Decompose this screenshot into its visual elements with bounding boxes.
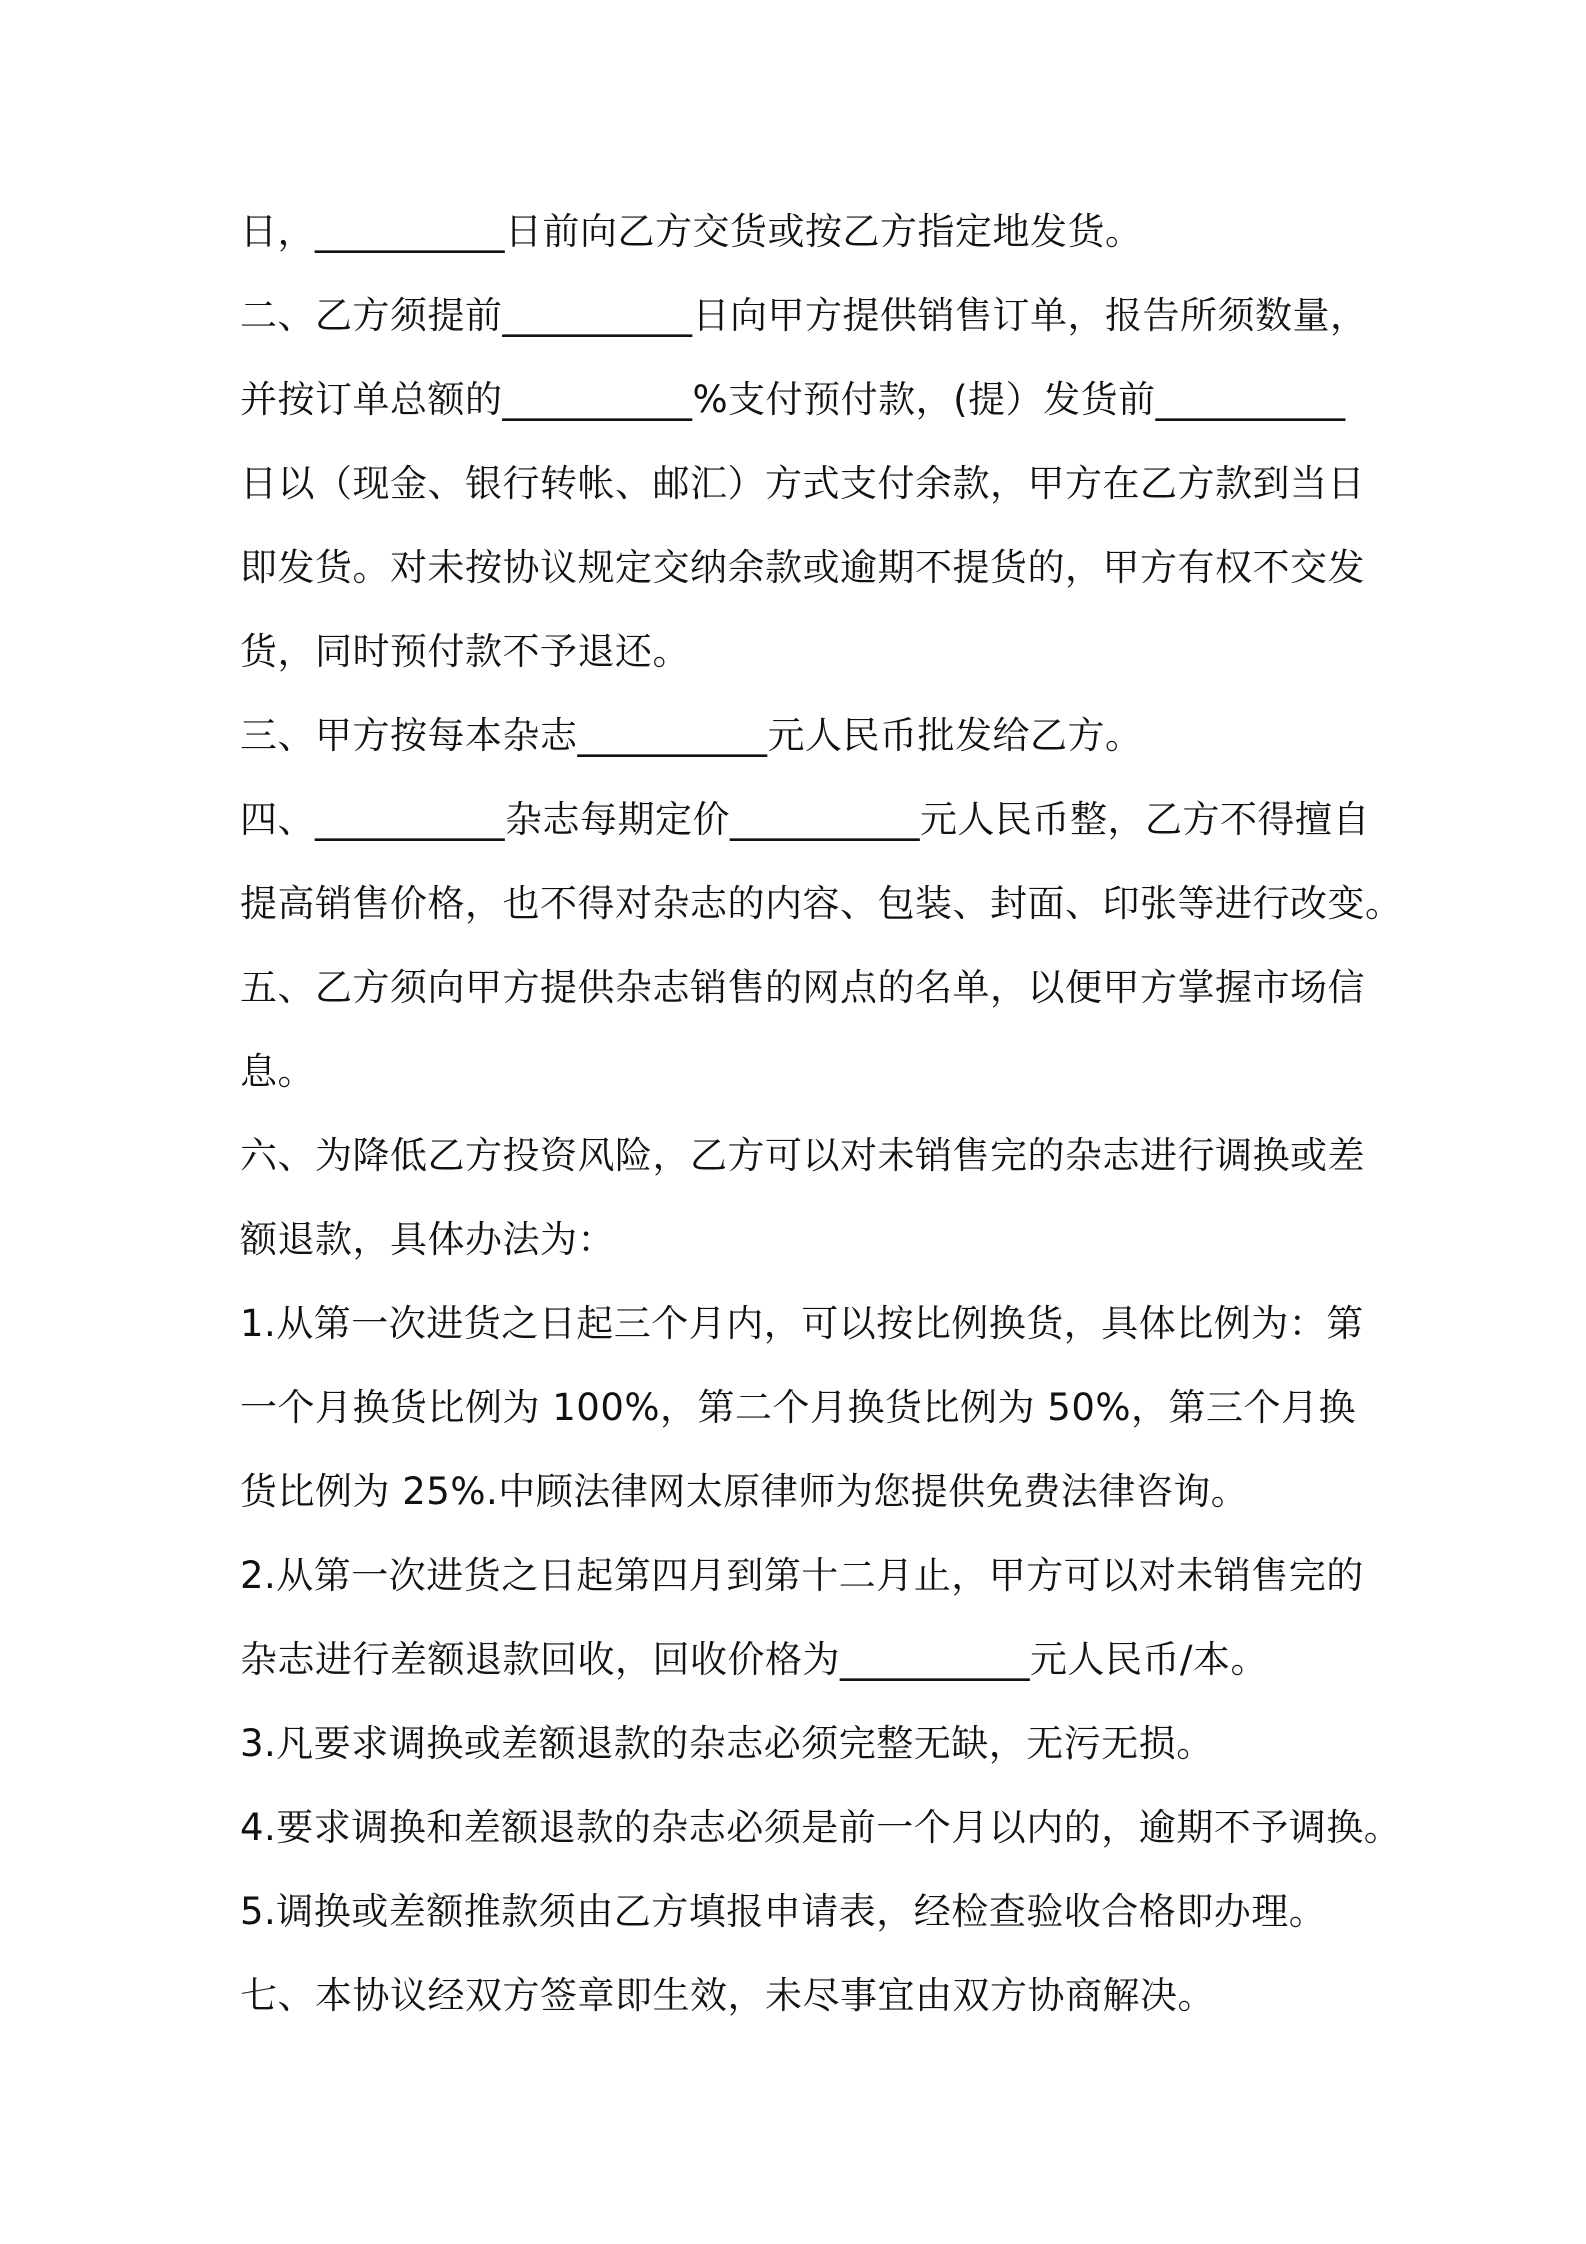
text-line: 息。 xyxy=(240,1050,315,1093)
text-line: 提高销售价格，也不得对杂志的内容、包装、封面、印张等进行改变。 xyxy=(240,882,1403,925)
text-line: 五、乙方须向甲方提供杂志销售的网点的名单，以便甲方掌握市场信 xyxy=(240,966,1365,1009)
text-line: 即发货。对未按协议规定交纳余款或逾期不提货的，甲方有权不交发 xyxy=(240,546,1365,589)
text-line: 日，__________日前向乙方交货或按乙方指定地发货。 xyxy=(240,210,1143,253)
text-line: 3.凡要求调换或差额退款的杂志必须完整无缺，无污无损。 xyxy=(240,1722,1214,1765)
text-line: 1.从第一次进货之日起三个月内，可以按比例换货，具体比例为：第 xyxy=(240,1302,1364,1345)
text-line: 四、__________杂志每期定价__________元人民币整，乙方不得擅自 xyxy=(240,798,1370,841)
text-line: 杂志进行差额退款回收，回收价格为__________元人民币/本。 xyxy=(240,1638,1268,1681)
text-line: 4.要求调换和差额退款的杂志必须是前一个月以内的，逾期不予调换。 xyxy=(240,1806,1402,1849)
text-line: 一个月换货比例为 100%，第二个月换货比例为 50%，第三个月换 xyxy=(240,1386,1357,1429)
text-line: 货，同时预付款不予退还。 xyxy=(240,630,690,673)
text-line: 日以（现金、银行转帐、邮汇）方式支付余款，甲方在乙方款到当日 xyxy=(240,462,1365,505)
text-line: 2.从第一次进货之日起第四月到第十二月止，甲方可以对未销售完的 xyxy=(240,1554,1364,1597)
text-line: 三、甲方按每本杂志__________元人民币批发给乙方。 xyxy=(240,714,1143,757)
text-line: 5.调换或差额推款须由乙方填报申请表，经检查验收合格即办理。 xyxy=(240,1890,1327,1933)
text-line: 六、为降低乙方投资风险，乙方可以对未销售完的杂志进行调换或差 xyxy=(240,1134,1365,1177)
text-line: 二、乙方须提前__________日向甲方提供销售订单，报告所须数量， xyxy=(240,294,1368,337)
document-body xyxy=(240,190,1403,2038)
text-line: 额退款，具体办法为： xyxy=(240,1218,615,1261)
text-line: 并按订单总额的__________%支付预付款，(提）发货前__________ xyxy=(240,378,1346,421)
text-line: 七、本协议经双方签章即生效，未尽事宜由双方协商解决。 xyxy=(240,1974,1215,2017)
text-line: 货比例为 25%.中顾法律网太原律师为您提供免费法律咨询。 xyxy=(240,1470,1249,1513)
